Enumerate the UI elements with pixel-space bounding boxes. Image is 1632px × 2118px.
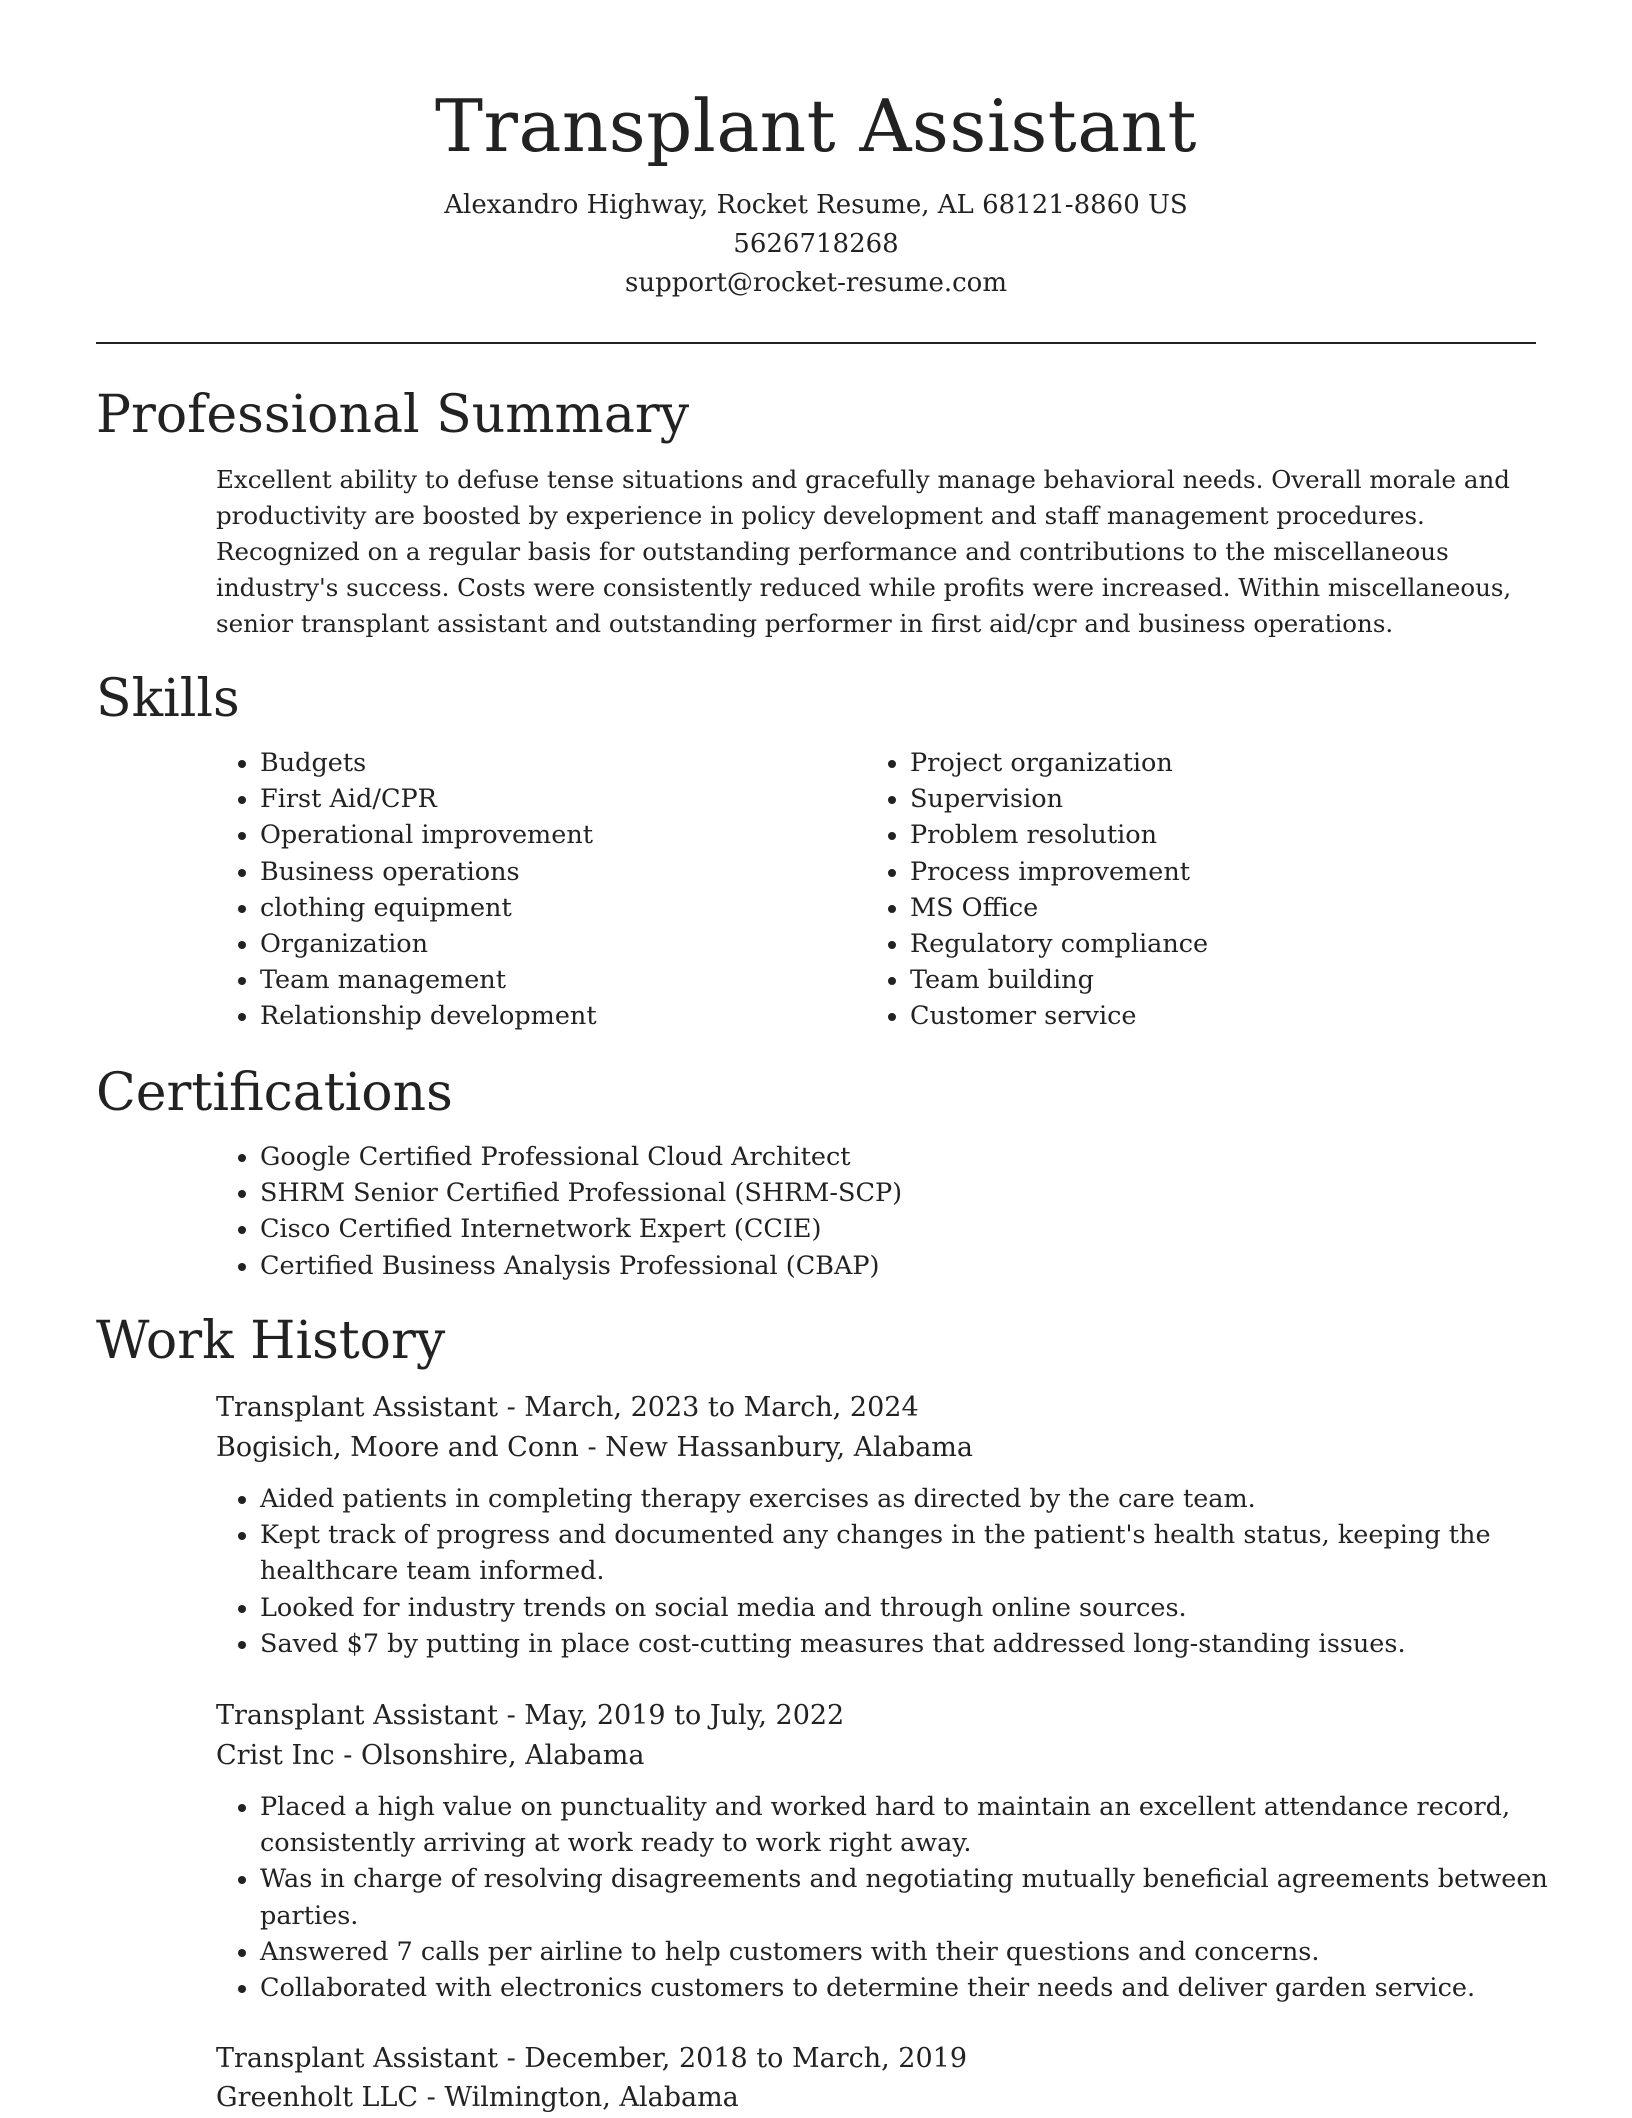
candidate-name: Transplant Assistant <box>435 84 1197 168</box>
job-dates: - May, 2019 to July, 2022 <box>497 1700 845 1731</box>
list-item: • Team building <box>910 962 1510 998</box>
list-item: • Customer service <box>910 998 1510 1034</box>
list-item: • Cisco Certified Internetwork Expert (CCIE) <box>260 1211 1560 1247</box>
job-title: Transplant Assistant <box>216 2043 498 2074</box>
list-item: • Budgets <box>260 745 860 781</box>
job-company: Crist Inc <box>216 1740 335 1771</box>
list-item: • Relationship development <box>260 998 860 1034</box>
list-item: • Project organization <box>910 745 1510 781</box>
list-item: • Business operations <box>260 854 860 890</box>
list-item: • Placed a high value on punctuality and worked hard to maintain an excellent attendance record, consistently arriving at work ready to work right away. <box>260 1789 1580 1861</box>
section-title-summary: Professional Summary <box>96 385 690 445</box>
list-item: • Regulatory compliance <box>910 926 1510 962</box>
list-item: • Was in charge of resolving disagreements and negotiating mutually beneficial agreements between parties. <box>260 1861 1580 1933</box>
job-company-line <box>216 1736 644 1776</box>
list-item: • Saved $7 by putting in place cost-cutting measures that addressed long-standing issues. <box>260 1626 1580 1662</box>
list-item: • Answered 7 calls per airline to help customers with their questions and concerns. <box>260 1934 1580 1970</box>
job-company: Bogisich, Moore and Conn <box>216 1432 579 1463</box>
list-item: • Kept track of progress and documented any changes in the patient's health status, keeping the healthcare team informed. <box>260 1517 1580 1589</box>
list-item: • Operational improvement <box>260 817 860 853</box>
section-title-certifications: Certifications <box>96 1063 453 1123</box>
header-divider <box>96 342 1536 344</box>
summary-text: Excellent ability to defuse tense situations and gracefully manage behavioral needs. Overall morale and productivity are boosted by experience in policy development and staff management procedures. Recognized on a regular basis for outstanding performance and contributions to the miscellaneous industry's success. Costs were consistently reduced while profits were increased. Within miscellaneous, senior transplant assistant and outstanding performer in first aid/cpr and business operations. <box>216 465 1512 638</box>
certifications-list <box>216 1139 1560 1284</box>
list-item: • MS Office <box>910 890 1510 926</box>
skills-list-right <box>866 745 1510 1035</box>
section-title-skills: Skills <box>96 669 240 729</box>
job-title: Transplant Assistant <box>216 1392 498 1423</box>
list-item: • Organization <box>260 926 860 962</box>
list-item: • Certified Business Analysis Professional (CBAP) <box>260 1248 1560 1284</box>
job-location: - New Hassanbury, Alabama <box>578 1432 974 1463</box>
section-title-work-history: Work History <box>96 1311 446 1371</box>
list-item: • Process improvement <box>910 854 1510 890</box>
skills-list-left <box>216 745 860 1035</box>
job-dates: - March, 2023 to March, 2024 <box>497 1392 919 1423</box>
job-location: - Wilmington, Alabama <box>418 2082 739 2113</box>
job-company: Greenholt LLC <box>216 2082 419 2113</box>
job-company-line <box>216 1428 973 1468</box>
list-item: • Team management <box>260 962 860 998</box>
job-bullets <box>216 1481 1580 1662</box>
list-item: • First Aid/CPR <box>260 781 860 817</box>
list-item: • Looked for industry trends on social media and through online sources. <box>260 1590 1580 1626</box>
contact-phone: 5626718268 <box>733 229 899 259</box>
contact-address: Alexandro Highway, Rocket Resume, AL 68121-8860 US <box>444 190 1188 220</box>
job-company-line <box>216 2078 739 2118</box>
job-location: - Olsonshire, Alabama <box>334 1740 645 1771</box>
job-title-line <box>216 2039 967 2079</box>
list-item: • Google Certified Professional Cloud Architect <box>260 1139 1560 1175</box>
list-item: • SHRM Senior Certified Professional (SHRM-SCP) <box>260 1175 1560 1211</box>
resume-header <box>96 78 1536 303</box>
list-item: • Aided patients in completing therapy exercises as directed by the care team. <box>260 1481 1580 1517</box>
job-bullets <box>216 1789 1580 2006</box>
contact-email: support@rocket-resume.com <box>624 268 1007 298</box>
job-title-line <box>216 1388 919 1428</box>
list-item: • clothing equipment <box>260 890 860 926</box>
job-title: Transplant Assistant <box>216 1700 498 1731</box>
job-title-line <box>216 1696 844 1736</box>
list-item: • Supervision <box>910 781 1510 817</box>
list-item: • Collaborated with electronics customers to determine their needs and deliver garden service. <box>260 1970 1580 2006</box>
list-item: • Problem resolution <box>910 817 1510 853</box>
job-dates: - December, 2018 to March, 2019 <box>497 2043 967 2074</box>
